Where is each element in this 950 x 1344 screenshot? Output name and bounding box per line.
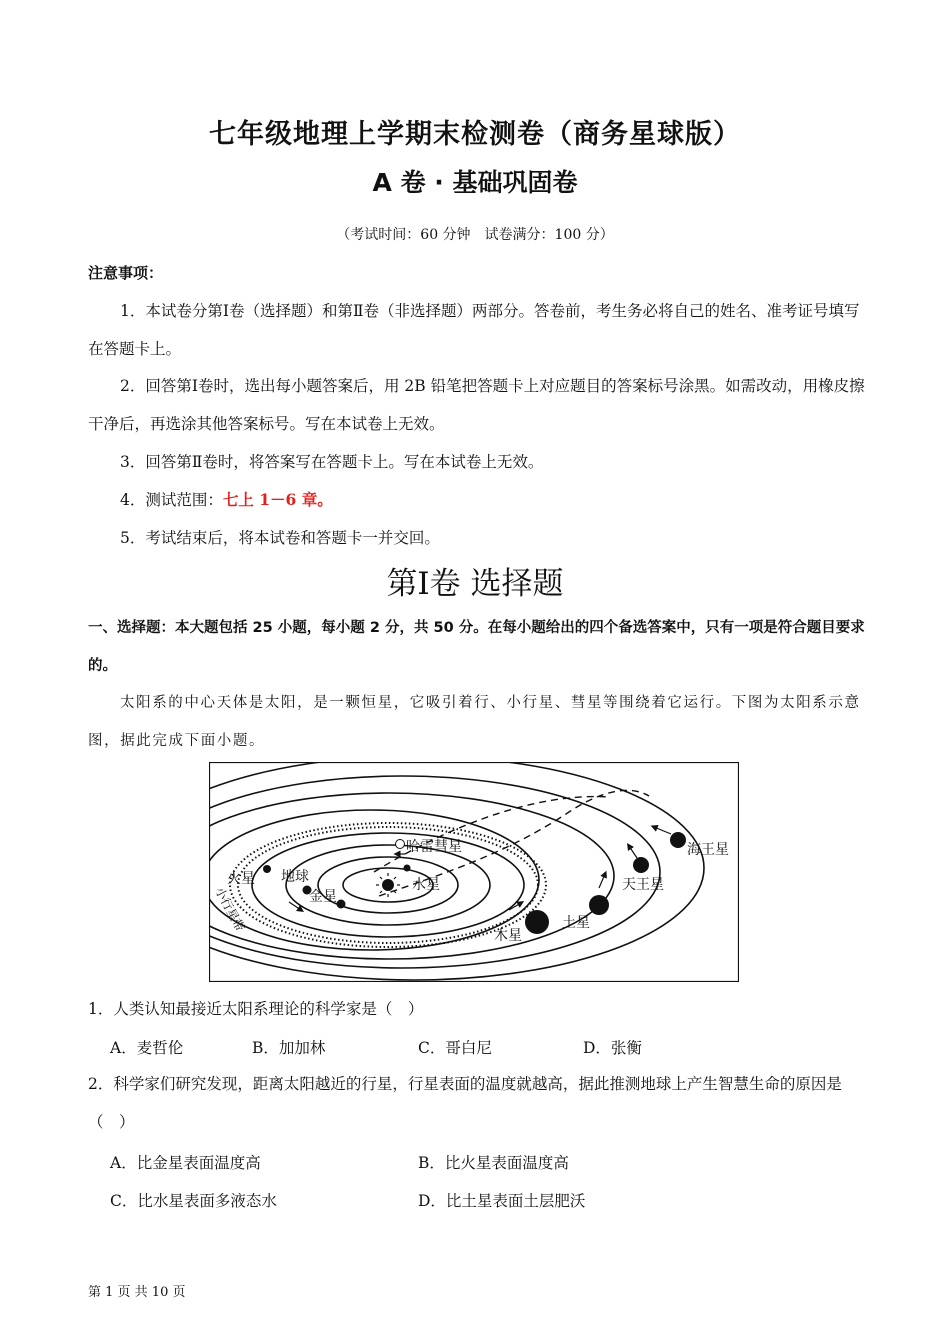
- q2-option-b[interactable]: B．比火星表面温度高: [418, 1154, 569, 1172]
- test-scope: 七上 1－6 章。: [222, 490, 333, 509]
- section-title: 第Ⅰ卷 选择题: [386, 566, 564, 602]
- notice-item-2: 2．回答第Ⅰ卷时，选出每小题答案后，用 2B 铅笔把答题卡上对应题目的答案标号涂黑。如需改动，用橡皮擦干净后，再选涂其他答案标号。写在本试卷上无效。: [88, 377, 865, 433]
- label-venus: 金星: [309, 889, 337, 905]
- venus-planet: [337, 900, 346, 909]
- q1-option-d[interactable]: D．张衡: [583, 1039, 642, 1057]
- notice-item-5: 5．考试结束后，将本试卷和答题卡一并交回。: [120, 529, 440, 547]
- uranus-planet: [633, 857, 649, 873]
- q1-option-c[interactable]: C．哥白尼: [418, 1039, 492, 1057]
- label-neptune: 海王星: [687, 842, 729, 858]
- q1-option-a[interactable]: A．麦哲伦: [110, 1039, 184, 1057]
- label-uranus: 天王星: [622, 877, 664, 893]
- notice-item-4: [88, 481, 866, 519]
- label-saturn: 土星: [562, 915, 590, 931]
- label-jupiter: 木星: [494, 928, 522, 944]
- q2-option-c[interactable]: C．比水星表面多液态水: [110, 1192, 277, 1210]
- solar-system-diagram: [209, 762, 739, 982]
- halley-comet: [396, 840, 405, 849]
- notice-item-3: 3．回答第Ⅱ卷时，将答案写在答题卡上。写在本试卷上无效。: [120, 453, 544, 471]
- notice-item-4-prefix: 4．测试范围：: [120, 491, 223, 509]
- part1-instructions: 一、选择题：本大题包括 25 小题，每小题 2 分，共 50 分。在每小题给出的四个备选答案中，只有一项是符合题目要求的。: [88, 620, 865, 674]
- question-1-stem: 1．人类认知最接近太阳系理论的科学家是（ ）: [88, 1000, 424, 1018]
- exam-info: （考试时间：60 分钟 试卷满分：100 分）: [336, 227, 614, 243]
- saturn-planet: [589, 895, 609, 915]
- q2-option-d[interactable]: D．比土星表面土层肥沃: [418, 1192, 586, 1210]
- document-title: 七年级地理上学期末检测卷（商务星球版）: [209, 119, 741, 150]
- q1-option-b[interactable]: B．加加林: [252, 1039, 326, 1057]
- mars-planet: [263, 865, 271, 873]
- neptune-planet: [670, 832, 686, 848]
- question-2-stem: 2．科学家们研究发现，距离太阳越近的行星，行星表面的温度就越高，据此推测地球上产生智慧生命的原因是（ ）: [88, 1075, 842, 1131]
- mercury-planet: [404, 865, 411, 872]
- label-earth: 地球: [281, 869, 309, 885]
- question-intro: 太阳系的中心天体是太阳，是一颗恒星，它吸引着行、小行星、彗星等围绕着它运行。下图为太阳系示意图，据此完成下面小题。: [88, 695, 861, 749]
- label-halley-comet: 哈雷彗星: [406, 839, 462, 855]
- label-mars: 火星: [227, 871, 255, 887]
- q2-option-a[interactable]: A．比金星表面温度高: [110, 1154, 261, 1172]
- notice-heading: 注意事项：: [88, 264, 164, 282]
- label-mercury: 水星: [412, 877, 440, 893]
- page-footer: 第 1 页 共 10 页: [88, 1285, 186, 1300]
- label-asteroid-belt: 小行星带: [212, 884, 248, 934]
- notice-item-1: 1．本试卷分第Ⅰ卷（选择题）和第Ⅱ卷（非选择题）两部分。答卷前，考生务必将自己的姓名、准考证号填写在答题卡上。: [88, 302, 860, 358]
- jupiter-planet: [525, 910, 549, 934]
- document-subtitle: A 卷 · 基础巩固卷: [372, 168, 578, 197]
